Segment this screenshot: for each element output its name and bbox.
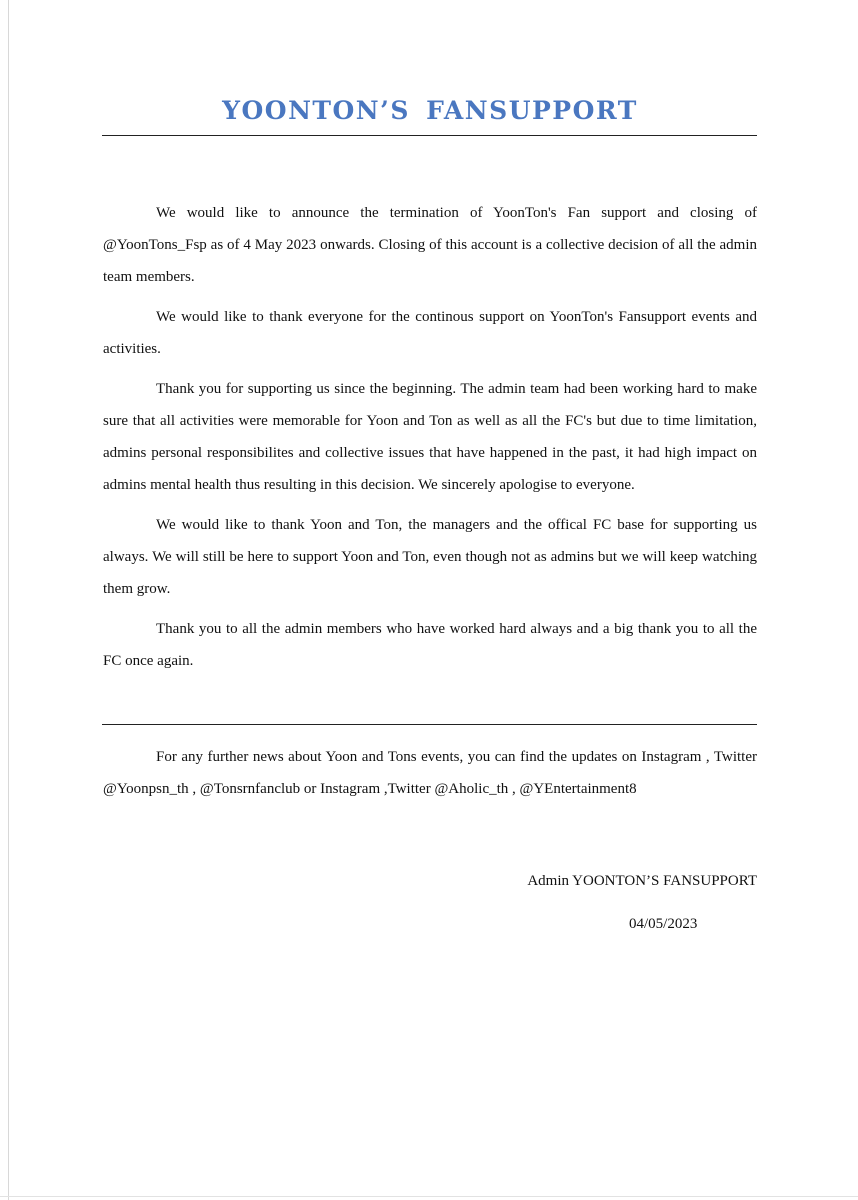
footer-note: For any further news about Yoon and Tons events, you can find the updates on Instagram , Twitter @Yoonpsn_th , @Tonsrnfanclub or Instagram ,Twitter @Aholic_th , @YEntertainment8 xyxy=(103,749,757,797)
paragraph-thanks-yoon-ton: We would like to thank Yoon and Ton, the managers and the offical FC base for supporting us always. We will still be here to support Yoon and Ton, even though not as admins but we will keep watching them grow. xyxy=(103,517,757,597)
page-edge-left xyxy=(8,0,9,1200)
paragraph-termination: We would like to announce the termination of YoonTon's Fan support and closing of @YoonTons_Fsp as of 4 May 2023 onwards. Closing of this account is a collective decision of all the admin team members. xyxy=(103,205,757,285)
footer-divider xyxy=(102,724,757,725)
page-edge-bottom xyxy=(0,1196,858,1197)
announcement-body xyxy=(103,197,757,685)
signature: Admin YOONTON’S FANSUPPORT xyxy=(527,873,757,889)
paragraph-thanks-support: We would like to thank everyone for the continous support on YoonTon's Fansupport events and activities. xyxy=(103,309,757,357)
footer-note-block xyxy=(103,741,757,813)
document-title: YOONTON’S FANSUPPORT xyxy=(222,96,638,125)
document-date: 04/05/2023 xyxy=(629,916,698,932)
paragraph-thanks-admins: Thank you to all the admin members who have worked hard always and a big thank you to all the FC once again. xyxy=(103,621,757,669)
title-divider xyxy=(102,135,757,136)
paragraph-reasons: Thank you for supporting us since the beginning. The admin team had been working hard to make sure that all activities were memorable for Yoon and Ton as well as all the FC's but due to time limitation, admins personal responsibilites and collective issues that have happened in the past, it had high impact on admins mental health thus resulting in this decision. We sincerely apologise to everyone. xyxy=(103,381,757,493)
